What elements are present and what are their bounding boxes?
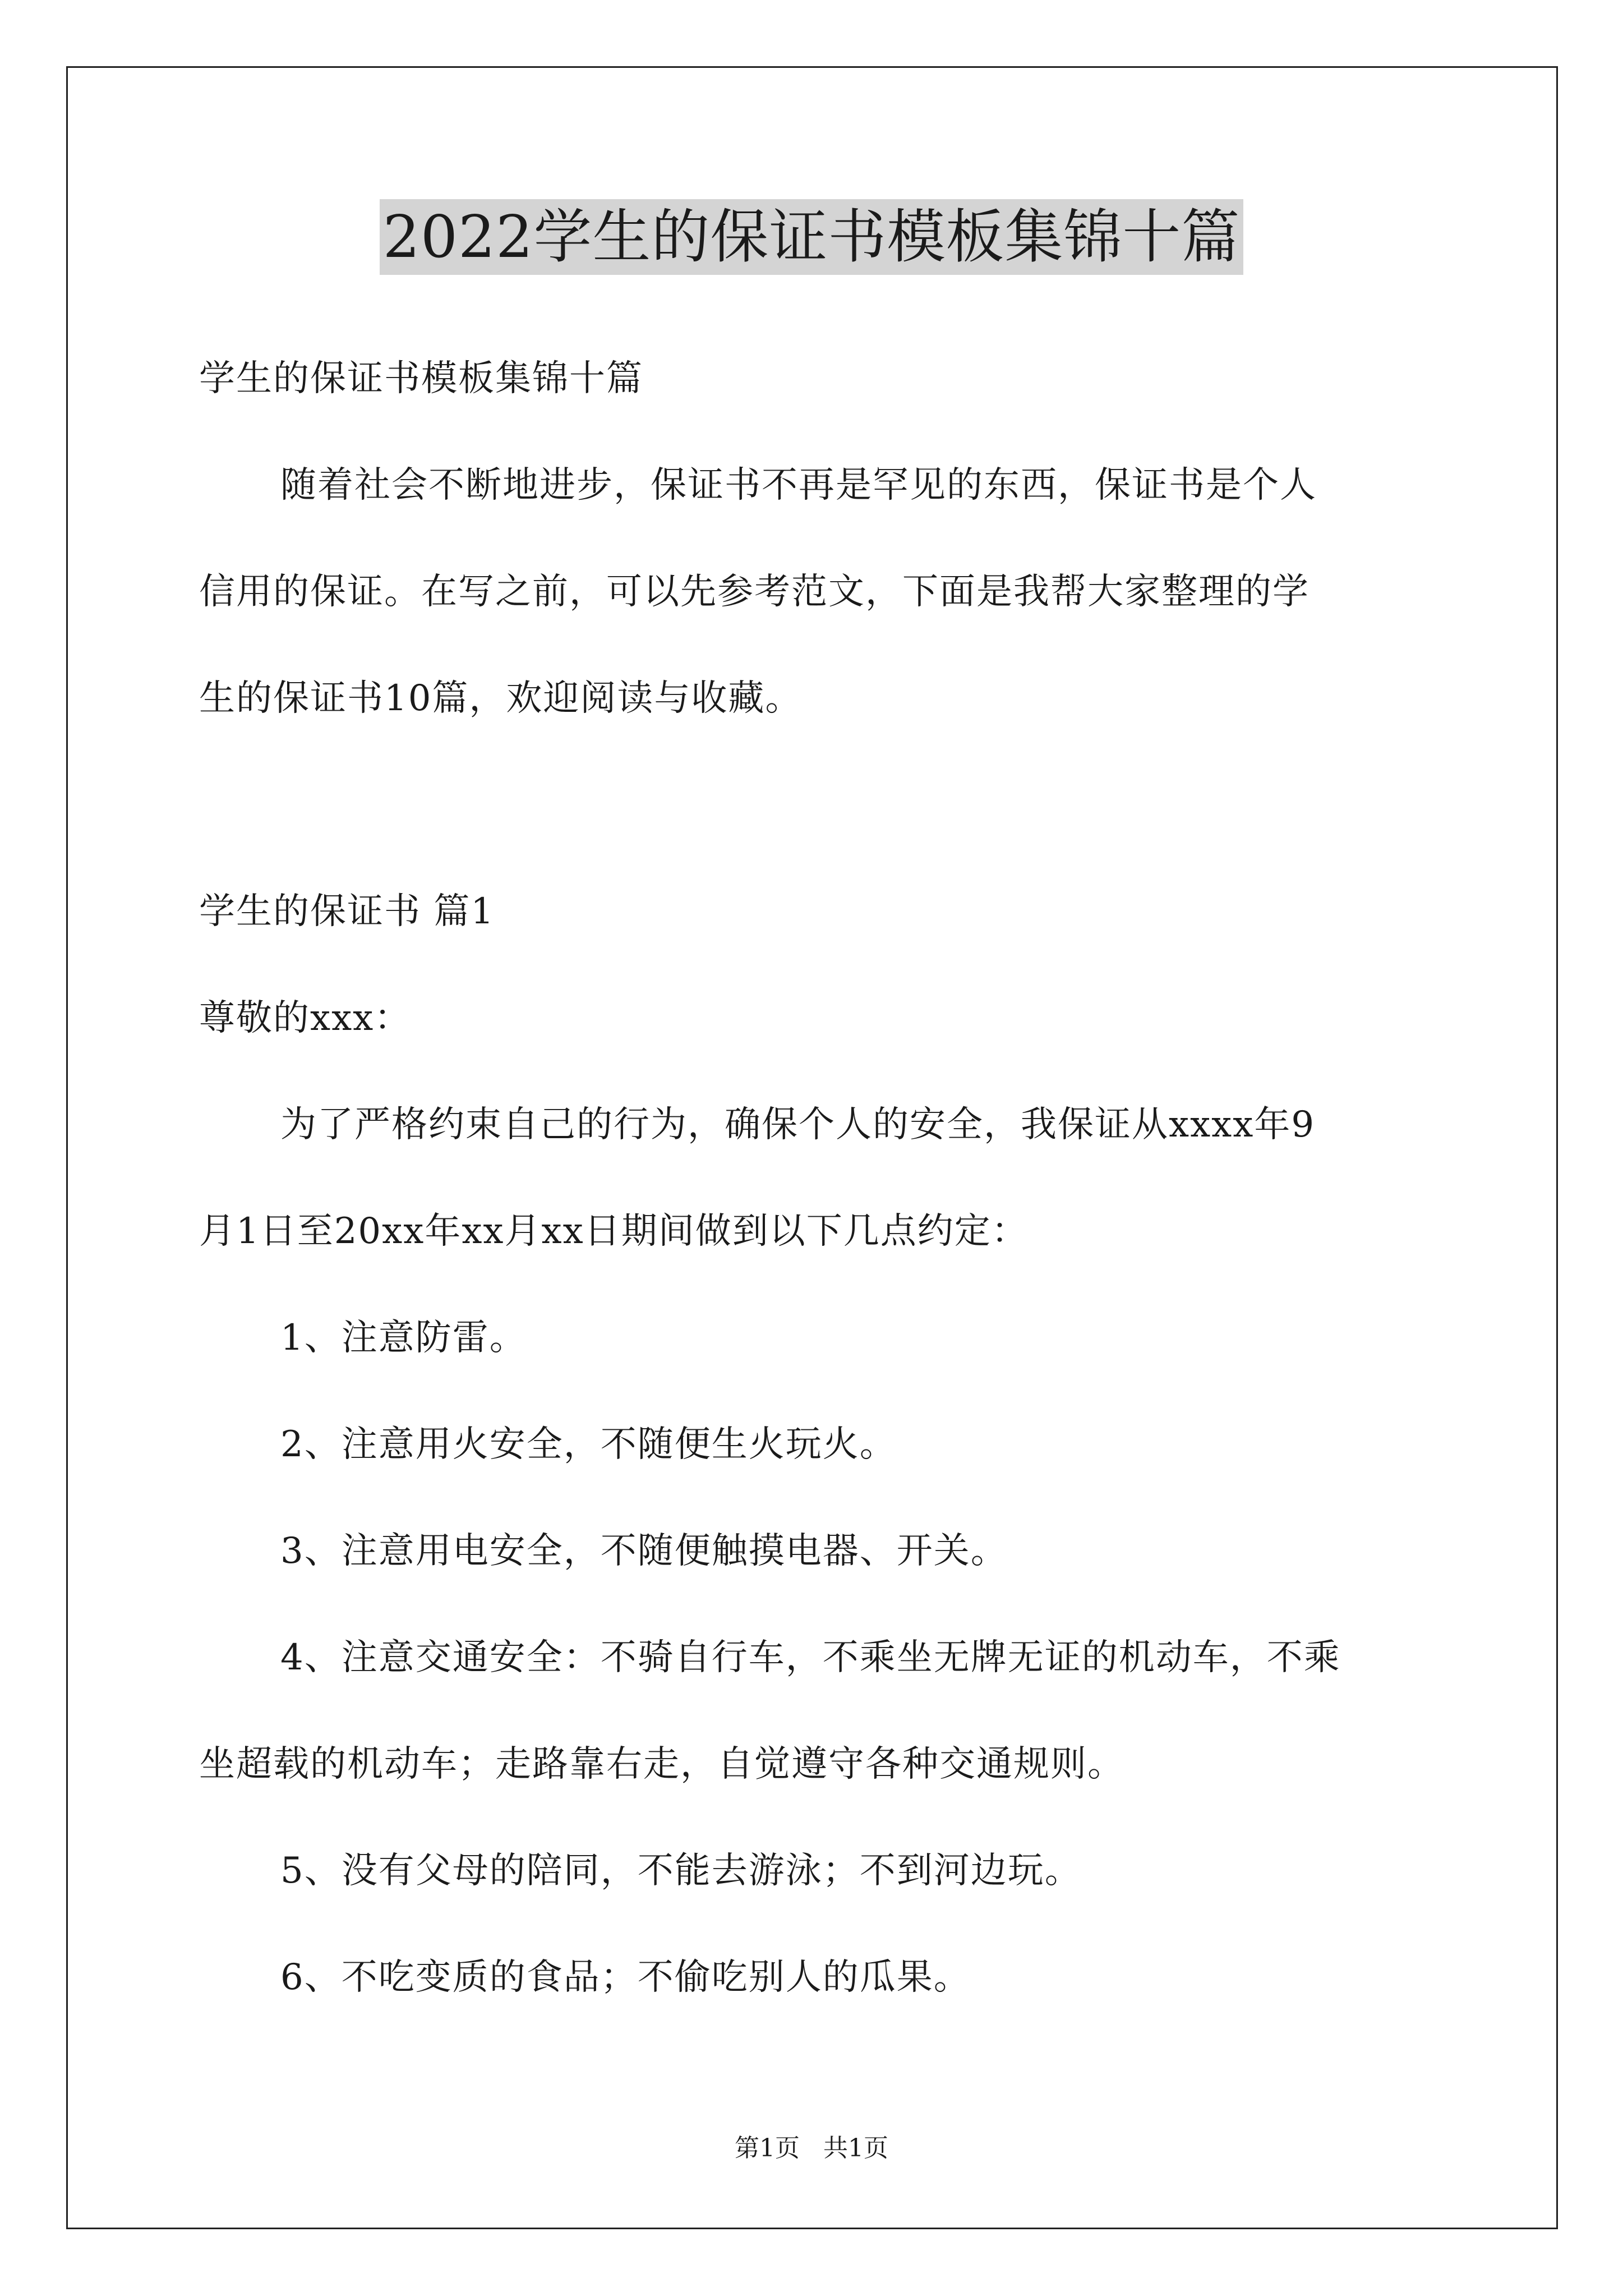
page-number: 第1页 — [735, 2134, 800, 2162]
list-item-3: 3、注意用电安全，不随便触摸电器、开关。 — [280, 1530, 1008, 1572]
page-total: 共1页 — [823, 2134, 888, 2162]
title-wrapper — [0, 199, 1623, 275]
intro-line-1: 随着社会不断地进步，保证书不再是罕见的东西，保证书是个人 — [280, 464, 1317, 506]
body-line-1: 为了严格约束自己的行为，确保个人的安全，我保证从xxxx年9 — [280, 1104, 1316, 1145]
list-item-4: 4、注意交通安全：不骑自行车，不乘坐无牌无证的机动车，不乘 — [280, 1637, 1341, 1678]
salutation: 尊敬的xxx： — [199, 997, 412, 1039]
document-subtitle: 学生的保证书模板集锦十篇 — [199, 358, 643, 399]
document-title: 2022学生的保证书模板集锦十篇 — [380, 199, 1244, 275]
intro-line-3: 生的保证书10篇，欢迎阅读与收藏。 — [199, 678, 803, 719]
list-item-2: 2、注意用火安全，不随便生火玩火。 — [280, 1424, 897, 1465]
list-item-4-continued: 坐超载的机动车；走路靠右走，自觉遵守各种交通规则。 — [199, 1743, 1124, 1785]
body-line-2: 月1日至20xx年xx月xx日期间做到以下几点约定： — [199, 1211, 1029, 1252]
page-footer — [0, 2132, 1623, 2165]
section-heading: 学生的保证书 篇1 — [199, 891, 495, 932]
list-item-5: 5、没有父母的陪同，不能去游泳；不到河边玩。 — [280, 1850, 1082, 1892]
intro-line-2: 信用的保证。在写之前，可以先参考范文，下面是我帮大家整理的学 — [199, 571, 1310, 613]
list-item-1: 1、注意防雷。 — [280, 1317, 527, 1359]
list-item-6: 6、不吃变质的食品；不偷吃别人的瓜果。 — [280, 1957, 971, 1998]
